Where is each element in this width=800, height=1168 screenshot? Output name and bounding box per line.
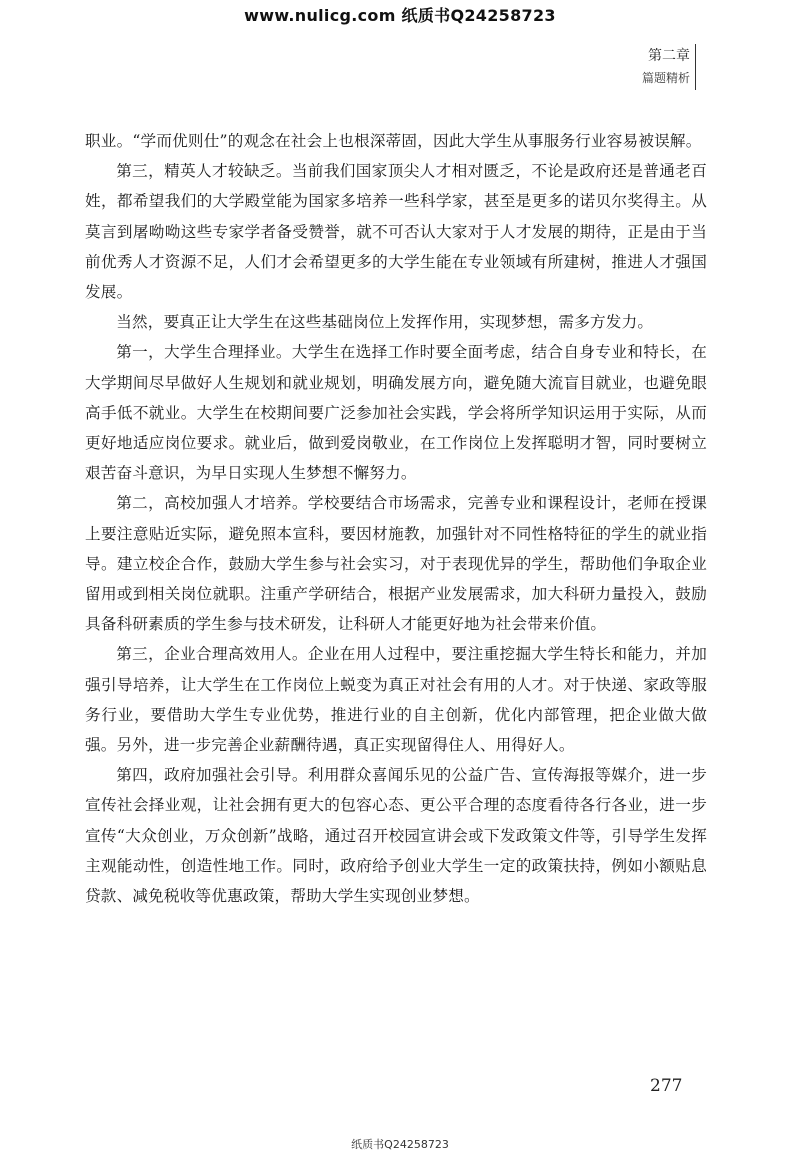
paragraph-6: 第三，企业合理高效用人。企业在用人过程中，要注重挖掘大学生特长和能力，并加强引导培养，让大学生在工作岗位上蜕变为真正对社会有用的人才。对于快递、家政等服务行业，要借助大学生专业优势，推进行业的自主创新，优化内部管理，把企业做大做强。另外，进一步完善企业薪酬待遇，真正实现留得住人、用得好人。 (85, 645, 707, 755)
paragraph-5: 第二，高校加强人才培养。学校要结合市场需求，完善专业和课程设计，老师在授课上要注意贴近实际，避免照本宣科，要因材施教，加强针对不同性格特征的学生的就业指导。建立校企合作，鼓励大学生参与社会实习，对于表现优异的学生，帮助他们争取企业留用或到相关岗位就职。注重产学研结合，根据产业发展需求，加大科研力量投入，鼓励具备科研素质的学生参与技术研发，让科研人才能更好地为社会带来价值。 (85, 494, 707, 634)
paragraph-3: 当然，要真正让大学生在这些基础岗位上发挥作用，实现梦想，需多方发力。 (116, 313, 654, 332)
chapter-title: 篇题精析 (641, 71, 690, 85)
paragraph-1: 职业。“学而优则仕”的观念在社会上也根深蒂固，因此大学生从事服务行业容易被误解。 (85, 132, 702, 150)
page-number: 277 (650, 1076, 683, 1096)
source-watermark-url: www.nulicg.com 纸质书Q24258723 (244, 6, 556, 25)
footer-watermark: 纸质书Q24258723 (351, 1138, 449, 1151)
paragraph-2: 第三，精英人才较缺乏。当前我们国家顶尖人才相对匮乏，不论是政府还是普通老百姓，都希望我们的大学殿堂能为国家多培养一些科学家，甚至是更多的诺贝尔奖得主。从莫言到屠呦呦这些专家学者备受赞誉，就不可否认大家对于人才发展的期待，正是由于当前优秀人才资源不足，人们才会希望更多的大学生能在专业领域有所建树，推进人才强国发展。 (85, 162, 707, 302)
chapter-header (642, 46, 690, 88)
chapter-divider-line (695, 44, 696, 90)
paragraph-4: 第一，大学生合理择业。大学生在选择工作时要全面考虑，结合自身专业和特长，在大学期间尽早做好人生规划和就业规划，明确发展方向，避免随大流盲目就业，也避免眼高手低不就业。大学生在校期间要广泛参加社会实践，学会将所学知识运用于实际，从而更好地适应岗位要求。就业后，做到爱岗敬业，在工作岗位上发挥聪明才智，同时要树立艰苦奋斗意识，为早日实现人生梦想不懈努力。 (85, 343, 707, 483)
paragraph-7: 第四，政府加强社会引导。利用群众喜闻乐见的公益广告、宣传海报等媒介，进一步宣传社会择业观，让社会拥有更大的包容心态、更公平合理的态度看待各行各业，进一步宣传“大众创业，万众创新”战略，通过召开校园宣讲会或下发政策文件等，引导学生发挥主观能动性，创造性地工作。同时，政府给予创业大学生一定的政策扶持，例如小额贴息贷款、减免税收等优惠政策，帮助大学生实现创业梦想。 (85, 766, 707, 906)
chapter-number: 第二章 (648, 48, 690, 64)
body-text (85, 126, 707, 911)
